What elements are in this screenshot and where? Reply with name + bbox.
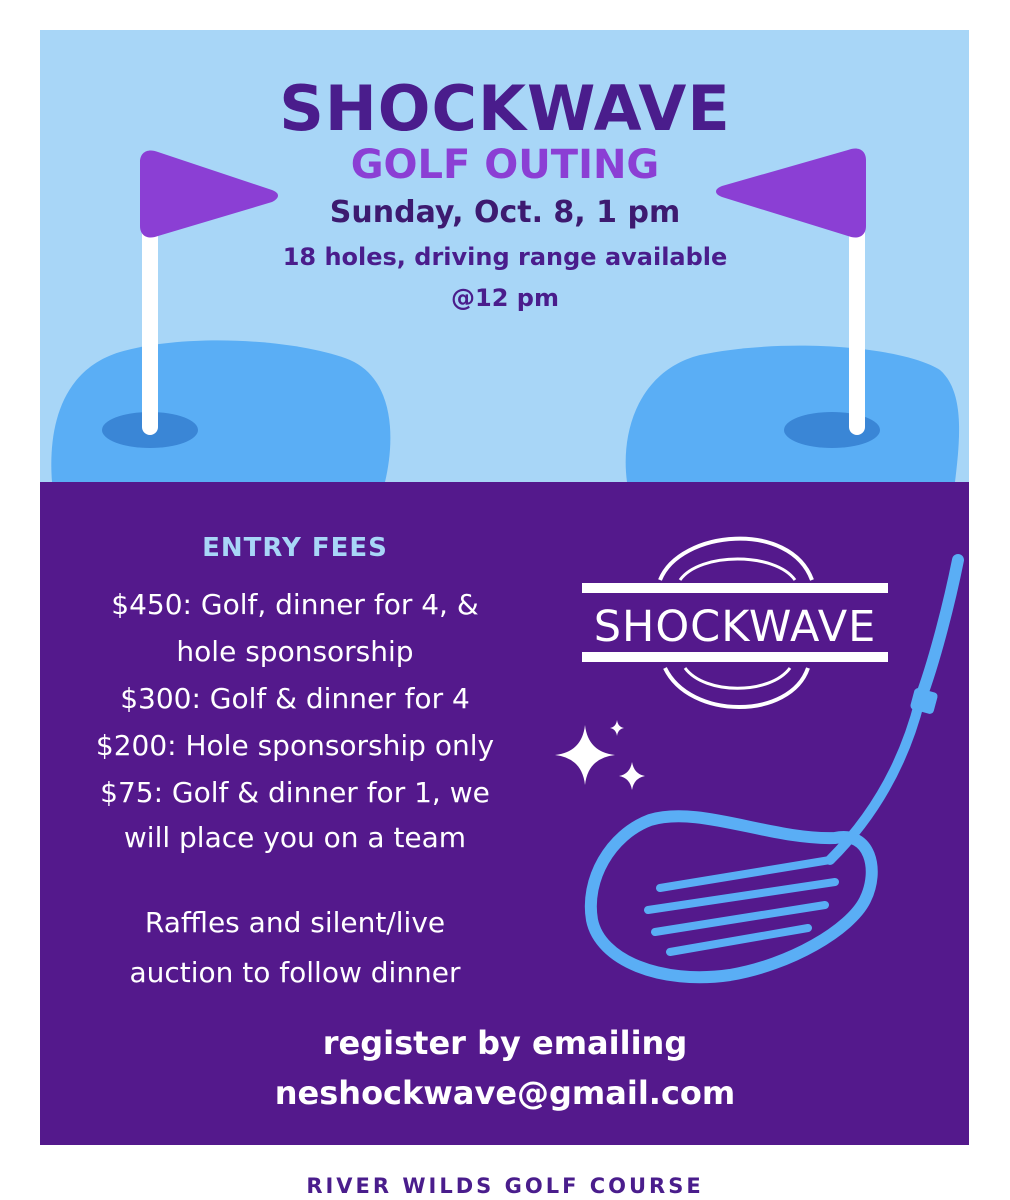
right-golf-green xyxy=(626,346,959,482)
event-date-time: Sunday, Oct. 8, 1 pm xyxy=(329,195,681,230)
event-subtitle: GOLF OUTING xyxy=(350,142,660,188)
register-email[interactable]: neshockwave@gmail.com xyxy=(274,1074,736,1112)
fee-line: $450: Golf, dinner for 4, & xyxy=(111,588,479,621)
extras-line: auction to follow dinner xyxy=(129,956,461,989)
register-instruction: register by emailing xyxy=(322,1024,688,1062)
fee-line: hole sponsorship xyxy=(176,635,414,668)
entry-fees-heading: ENTRY FEES xyxy=(202,533,388,563)
fee-line: $75: Golf & dinner for 1, we xyxy=(100,776,490,809)
shockwave-logo-icon xyxy=(582,539,888,707)
venue-name: RIVER WILDS GOLF COURSE xyxy=(306,1174,704,1198)
logo-text: SHOCKWAVE xyxy=(593,602,877,652)
fee-line: $300: Golf & dinner for 4 xyxy=(120,682,470,715)
left-golf-green xyxy=(51,340,390,482)
extras-line: Raffles and silent/live xyxy=(144,906,446,939)
fee-line: will place you on a team xyxy=(123,821,467,854)
event-details-line1: 18 holes, driving range available xyxy=(282,243,728,271)
event-details-line2: @12 pm xyxy=(451,284,559,312)
event-title: SHOCKWAVE xyxy=(279,72,731,145)
fee-line: $200: Hole sponsorship only xyxy=(95,729,495,762)
